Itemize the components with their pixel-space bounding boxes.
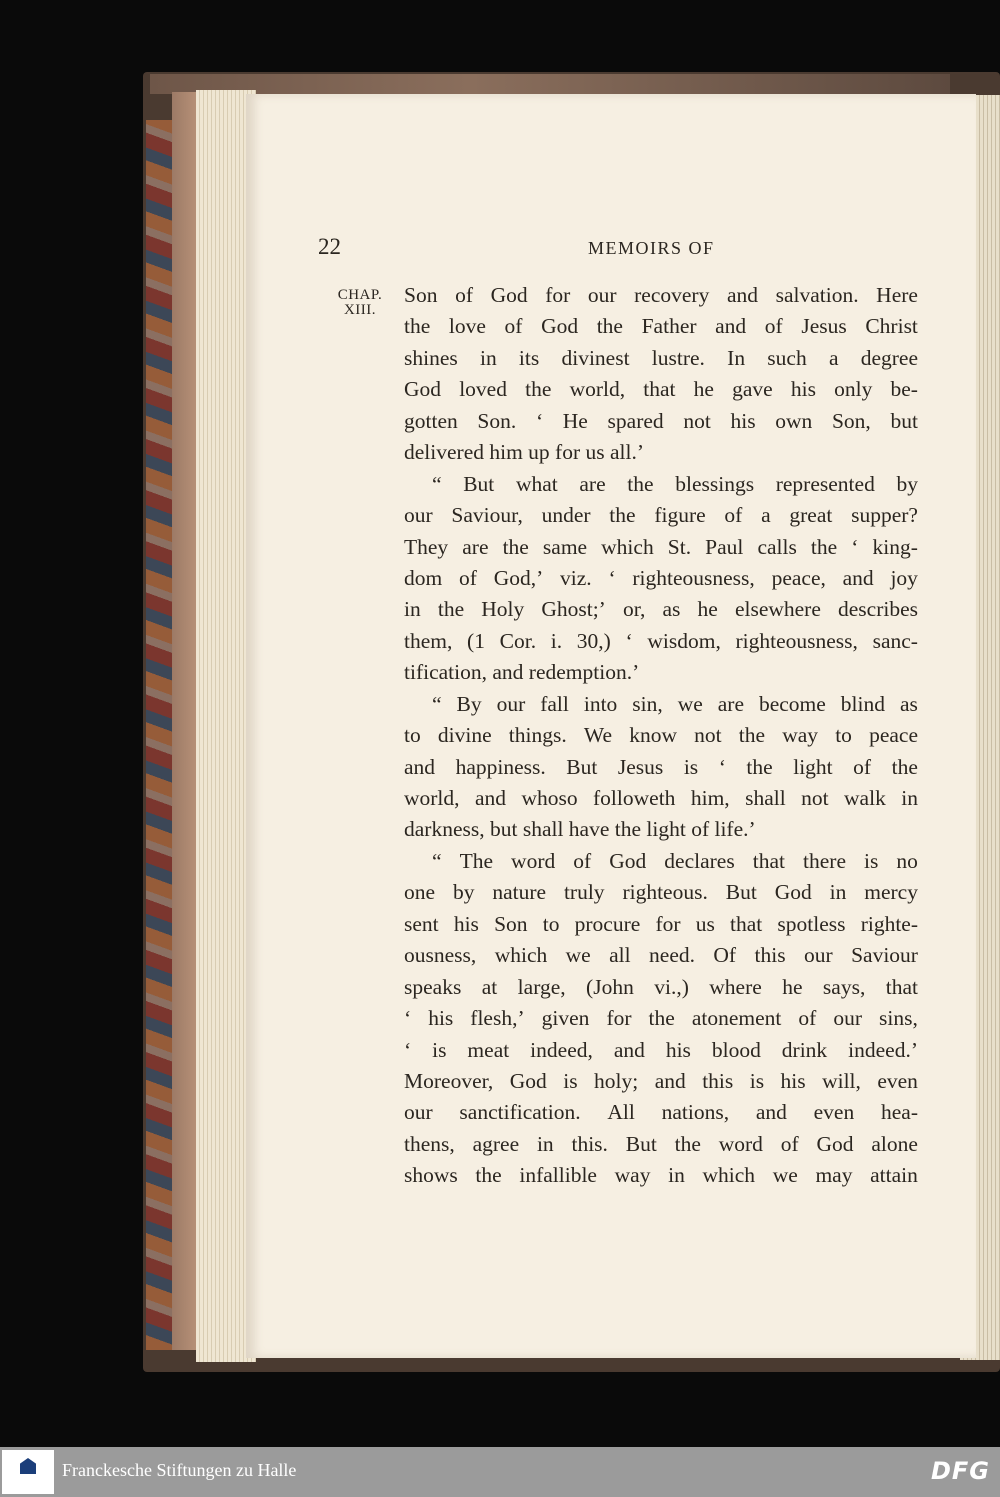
word: They: [404, 534, 449, 559]
word: and: [842, 565, 874, 590]
word: the: [674, 1131, 701, 1156]
word: He: [562, 408, 588, 433]
word: are: [579, 471, 606, 496]
word: even: [877, 1068, 918, 1093]
word: Here: [876, 283, 918, 307]
word: divinest: [561, 345, 630, 370]
word: Jesus: [617, 754, 664, 779]
word: But: [566, 754, 598, 779]
word: way: [782, 723, 819, 748]
word: into: [583, 691, 618, 716]
word: in: [536, 1131, 554, 1156]
word: only: [834, 377, 873, 402]
chapter-margin-note: [330, 288, 390, 318]
word: the: [891, 754, 918, 779]
word: given: [541, 1006, 590, 1031]
word: God: [509, 1068, 547, 1093]
word: of: [573, 848, 592, 873]
text-line: [404, 720, 918, 751]
text-line: [404, 972, 918, 1003]
word: to: [404, 723, 421, 748]
word: declares: [664, 848, 735, 873]
word: “: [432, 691, 442, 716]
word: loved: [459, 377, 507, 402]
text-line: [404, 814, 918, 845]
word: is: [749, 1068, 765, 1093]
word: atonement: [691, 1006, 782, 1031]
word: Paul: [705, 534, 744, 559]
word: for: [655, 911, 681, 936]
text-line: [404, 877, 918, 908]
word: sanc-: [872, 628, 918, 653]
word: God: [404, 377, 442, 402]
word: for: [545, 283, 571, 307]
word: and: [726, 283, 758, 307]
word: shines: [404, 345, 458, 370]
text-line: [404, 909, 918, 940]
word: the: [437, 597, 465, 622]
word: his: [453, 911, 479, 936]
word: indeed.’: [848, 1037, 918, 1062]
word: not: [683, 408, 711, 433]
word: our: [404, 503, 433, 528]
text-line: [404, 689, 918, 720]
word: of: [764, 314, 783, 339]
word: his: [780, 1068, 806, 1093]
word: Cor.: [499, 628, 537, 653]
text-line: [404, 1003, 918, 1034]
word: in: [404, 597, 421, 622]
word: at: [481, 974, 498, 999]
word: he: [697, 597, 718, 622]
word: gotten: [404, 408, 458, 433]
word: Son: [404, 283, 438, 307]
word: truly: [563, 880, 605, 905]
text-line: [404, 1160, 918, 1191]
word: blood: [711, 1037, 761, 1062]
text-line: [404, 940, 918, 971]
word: gave: [732, 377, 773, 402]
word: blind: [840, 691, 885, 716]
word: Holy: [481, 597, 525, 622]
word: speaks: [404, 974, 462, 999]
word: sins,: [879, 1006, 918, 1031]
word: same: [542, 534, 588, 559]
word: Saviour,: [451, 503, 523, 528]
word: no: [896, 848, 918, 873]
word: i.: [550, 628, 563, 653]
text-line: [404, 1035, 918, 1066]
institution-name: Franckesche Stiftungen zu Halle: [62, 1460, 297, 1480]
word: peace,: [771, 565, 826, 590]
word: righte-: [860, 911, 918, 936]
word: that: [752, 848, 785, 873]
word: followeth: [593, 786, 676, 810]
text-line: [404, 752, 918, 783]
word: the: [502, 534, 529, 559]
word: whoso: [521, 786, 578, 810]
word: (John: [586, 974, 634, 999]
text-line: [404, 1129, 918, 1160]
word: become: [758, 691, 826, 716]
word: and: [404, 754, 436, 779]
word: or,: [622, 597, 646, 622]
word: dom: [404, 565, 443, 590]
word: Of: [713, 943, 737, 968]
word: one: [404, 880, 436, 905]
word: world,: [569, 377, 626, 402]
word: God: [609, 848, 647, 873]
text-line: [404, 469, 918, 500]
word: the: [596, 314, 623, 339]
word: Moreover,: [404, 1068, 494, 1093]
text-line: [404, 311, 918, 342]
word: sent: [404, 911, 439, 936]
word: even: [813, 1100, 855, 1125]
word: our: [833, 1006, 863, 1031]
word: righteousness,: [735, 628, 858, 653]
word: figure: [654, 503, 706, 528]
word: St.: [667, 534, 692, 559]
text-line: [404, 657, 918, 688]
word: “: [432, 848, 442, 873]
word: shows: [404, 1163, 458, 1188]
word: and: [755, 1100, 787, 1125]
word: word: [511, 848, 556, 873]
word: elsewhere: [734, 597, 821, 622]
word: (1: [467, 628, 485, 653]
word: represented: [775, 471, 875, 496]
word: things.: [508, 723, 567, 748]
text-line: [404, 783, 918, 814]
word: delivered him up for us all.’: [404, 440, 645, 465]
word: our: [587, 283, 617, 307]
word: supper?: [851, 503, 918, 528]
text-line: [404, 532, 918, 563]
word: the: [738, 723, 766, 748]
text-line: [404, 343, 918, 374]
word: indeed,: [530, 1037, 593, 1062]
word: as: [899, 691, 918, 716]
word: his: [730, 408, 756, 433]
word: as: [662, 597, 681, 622]
word: will,: [822, 1068, 861, 1093]
word: lustre.: [651, 345, 705, 370]
word: such: [767, 345, 807, 370]
word: own: [775, 408, 813, 433]
word: us: [695, 911, 715, 936]
word: the: [475, 1163, 502, 1188]
word: describes: [838, 597, 918, 622]
word: But: [725, 880, 757, 905]
word: of: [459, 565, 477, 590]
word: Ghost;’: [541, 597, 606, 622]
word: nations,: [661, 1100, 730, 1125]
word: in: [479, 345, 497, 370]
word: peace: [869, 723, 918, 748]
word: meat: [467, 1037, 510, 1062]
word: and: [613, 1037, 645, 1062]
word: righteous.: [622, 880, 708, 905]
word: shall: [745, 786, 786, 810]
word: of: [724, 503, 743, 528]
building-icon: [20, 1458, 36, 1474]
word: All: [607, 1100, 635, 1125]
word: under: [541, 503, 591, 528]
word: ‘: [718, 754, 726, 779]
word: is: [864, 848, 879, 873]
text-line: [404, 437, 918, 468]
word: great: [789, 503, 833, 528]
word: by: [896, 471, 918, 496]
word: our: [803, 943, 833, 968]
word: The: [459, 848, 494, 873]
word: of: [853, 754, 872, 779]
word: agree: [472, 1131, 520, 1156]
word: a: [828, 345, 839, 370]
word: its: [518, 345, 540, 370]
word: degree: [860, 345, 918, 370]
word: Son,: [831, 408, 871, 433]
text-line: [404, 1066, 918, 1097]
chapter-label: CHAP.: [337, 287, 383, 303]
word: the: [404, 314, 431, 339]
word: spared: [607, 408, 664, 433]
word: thens,: [404, 1131, 455, 1156]
word: word: [718, 1131, 763, 1156]
word: be-: [890, 377, 918, 402]
word: his: [665, 1037, 691, 1062]
word: in: [901, 786, 918, 810]
text-line: [404, 563, 918, 594]
word: God: [816, 1131, 854, 1156]
word: there: [803, 848, 846, 873]
word: says,: [822, 974, 866, 999]
word: But: [625, 1131, 657, 1156]
word: the: [525, 377, 552, 402]
word: salvation.: [775, 283, 859, 307]
word: this: [754, 943, 786, 968]
word: wisdom,: [647, 628, 721, 653]
chapter-number: XIII.: [343, 302, 377, 318]
word: procure: [574, 911, 641, 936]
word: holy;: [594, 1068, 639, 1093]
word: where: [709, 974, 762, 999]
word: is: [563, 1068, 578, 1093]
word: the: [648, 1006, 675, 1031]
word: Christ: [865, 314, 918, 339]
word: and: [715, 314, 747, 339]
page-number: 22: [318, 234, 341, 259]
book-spine-edge: [172, 92, 198, 1350]
word: the: [810, 534, 838, 559]
word: Father: [641, 314, 697, 339]
running-head: MEMOIRS OF: [588, 238, 715, 258]
word: him,: [690, 786, 730, 810]
word: of: [504, 314, 523, 339]
word: for: [606, 1006, 632, 1031]
word: joy: [890, 565, 918, 590]
text-line: [404, 626, 918, 657]
word: Son: [494, 911, 528, 936]
word: large,: [517, 974, 566, 999]
word: he: [693, 377, 714, 402]
word: what: [515, 471, 558, 496]
word: is: [683, 754, 699, 779]
word: recovery: [634, 283, 710, 307]
text-line: [404, 280, 918, 311]
word: sin,: [632, 691, 663, 716]
word: in: [829, 880, 847, 905]
word: that: [643, 377, 676, 402]
word: happiness.: [455, 754, 546, 779]
word: sanctification.: [459, 1100, 581, 1125]
word: of: [455, 283, 473, 307]
word: blessings: [675, 471, 755, 496]
word: he: [782, 974, 803, 999]
word: of: [780, 1131, 799, 1156]
word: and: [474, 786, 507, 810]
word: ‘: [625, 628, 633, 653]
word: the: [609, 503, 636, 528]
word: ‘: [608, 565, 616, 590]
word: light: [793, 754, 833, 779]
word: his: [790, 377, 816, 402]
word: hea-: [880, 1100, 918, 1125]
word: drink: [781, 1037, 828, 1062]
word: his: [428, 1006, 454, 1031]
word: spotless: [777, 911, 846, 936]
word: alone: [871, 1131, 918, 1156]
dfg-logo: DFG: [930, 1457, 990, 1485]
word: to: [835, 723, 852, 748]
word: ‘: [851, 534, 859, 559]
word: world,: [404, 786, 460, 810]
word: ‘: [404, 1006, 412, 1031]
word: God,’: [493, 565, 544, 590]
word: God: [541, 314, 579, 339]
word: viz.: [560, 565, 592, 590]
word: By: [456, 691, 482, 716]
word: tification, and redemption.’: [404, 660, 640, 685]
footer-bar: [0, 1447, 1000, 1497]
word: calls: [757, 534, 797, 559]
word: walk: [844, 786, 886, 810]
text-line: [404, 374, 918, 405]
word: this.: [571, 1131, 608, 1156]
word: is: [432, 1037, 447, 1062]
word: that: [885, 974, 918, 999]
word: the: [627, 471, 654, 496]
word: divine: [437, 723, 492, 748]
word: righteousness,: [632, 565, 755, 590]
body-text: [404, 280, 918, 1192]
word: by: [452, 880, 475, 905]
word: of: [798, 1006, 817, 1031]
word: this: [702, 1068, 734, 1093]
word: attain: [870, 1163, 918, 1188]
word: Saviour: [851, 943, 918, 968]
franckesche-logo: [2, 1450, 54, 1494]
word: not: [801, 786, 829, 810]
book-cover-top-edge: [150, 74, 950, 94]
text-line: [404, 594, 918, 625]
word: we: [677, 691, 703, 716]
word: not: [694, 723, 722, 748]
word: which: [601, 534, 654, 559]
word: In: [727, 345, 746, 370]
word: 30,): [576, 628, 611, 653]
word: which: [702, 1163, 756, 1188]
word: ‘: [404, 1037, 412, 1062]
word: we: [772, 1163, 798, 1188]
word: infallible: [519, 1163, 597, 1188]
word: darkness, but shall have the light of life.’: [404, 817, 756, 842]
word: to: [542, 911, 560, 936]
word: love: [448, 314, 486, 339]
word: flesh,’: [470, 1006, 525, 1031]
word: our: [404, 1100, 433, 1125]
word: know: [629, 723, 677, 748]
text-line: [404, 500, 918, 531]
word: vi.,): [654, 974, 689, 999]
word: God: [774, 880, 812, 905]
word: way: [614, 1163, 651, 1188]
word: we: [565, 943, 591, 968]
word: need.: [649, 943, 695, 968]
word: Jesus: [801, 314, 847, 339]
word: a: [761, 503, 771, 528]
word: God: [490, 283, 528, 307]
word: our: [496, 691, 526, 716]
word: and: [654, 1068, 686, 1093]
word: ousness,: [404, 943, 477, 968]
word: nature: [492, 880, 547, 905]
word: are: [462, 534, 489, 559]
word: all: [609, 943, 631, 968]
word: may: [815, 1163, 853, 1188]
word: that: [730, 911, 763, 936]
word: fall: [540, 691, 569, 716]
text-line: [404, 1097, 918, 1128]
word: mercy: [864, 880, 918, 905]
word: but: [890, 408, 918, 433]
word: ‘: [535, 408, 544, 433]
word: Son.: [477, 408, 517, 433]
word: But: [463, 471, 495, 496]
word: which: [494, 943, 548, 968]
word: We: [583, 723, 613, 748]
word: king-: [872, 534, 918, 559]
text-line: [404, 846, 918, 877]
word: in: [668, 1163, 685, 1188]
word: the: [746, 754, 773, 779]
marbled-endpaper: [146, 120, 172, 1350]
text-line: [404, 406, 918, 437]
word: are: [717, 691, 744, 716]
word: them,: [404, 628, 453, 653]
word: “: [432, 471, 442, 496]
